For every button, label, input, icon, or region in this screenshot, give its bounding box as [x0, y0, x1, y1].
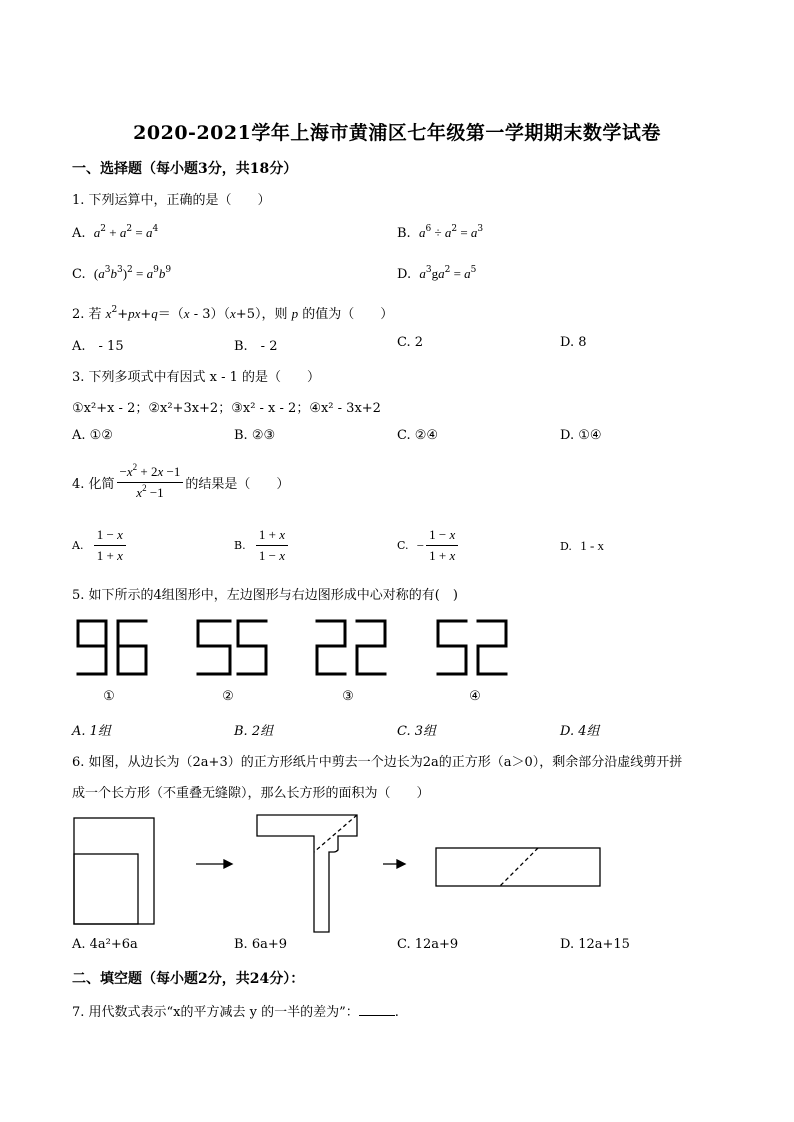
question-5-text: 5. 如下所示的4组图形中，左边图形与右边图形成中心对称的有( ): [72, 588, 458, 603]
q1-option-c[interactable]: C. $(a^3b^3)^2 = a^9b^9$: [72, 265, 172, 282]
q5-label-1: ①: [103, 689, 115, 704]
section-heading-fill: 二、填空题（每小题2分，共24分）：: [72, 971, 305, 987]
question-4-text: 4. 化简 $\frac{-x^2 + 2x -1}{x^2 -1}$ 的结果是（ ）: [72, 462, 290, 500]
question-6-text-line2: 成一个长方形（不重叠无缝隙），那么长方形的面积为（ ）: [72, 786, 430, 801]
arrow-1-head: [224, 860, 232, 868]
q2-option-d[interactable]: D. 8: [560, 335, 587, 350]
q4-option-b[interactable]: B. $\frac{1 + x}{1 - x}$: [234, 527, 290, 564]
q6-option-d[interactable]: D. 12a+15: [560, 937, 630, 952]
q2-option-b[interactable]: B. - 2: [234, 339, 278, 354]
inner-square: [74, 854, 138, 924]
result-rectangle: [436, 848, 600, 886]
q3-option-c[interactable]: C. ②④: [397, 428, 439, 443]
question-1-text: 1. 下列运算中，正确的是（ ）: [72, 193, 271, 208]
q3-option-d[interactable]: D. ①④: [560, 428, 602, 443]
digit-9-shape: [78, 621, 106, 674]
q5-label-3: ③: [342, 689, 354, 704]
outer-square: [74, 818, 154, 924]
q2-option-a[interactable]: A. - 15: [72, 339, 124, 354]
q5-option-d[interactable]: D. 4组: [560, 724, 600, 739]
section-heading-choice: 一、选择题（每小题3分，共18分）: [72, 161, 298, 177]
digit-6-shape: [118, 621, 146, 674]
digit-5-shape: [438, 621, 466, 674]
question-3-text: 3. 下列多项式中有因式 x - 1 的是（ ）: [72, 370, 321, 385]
q6-square-diagram: [70, 812, 605, 934]
question-6-text-line1: 6. 如图，从边长为（2a+3）的正方形纸片中剪去一个边长为2a的正方形（a＞0），剩余部分沿虚线剪开拼: [72, 755, 683, 770]
q6-option-a[interactable]: A. 4a²+6a: [72, 937, 138, 952]
question-3-items: ①x²+x - 2；②x²+3x+2；③x² - x - 2；④x² - 3x+2: [72, 401, 381, 416]
q5-label-4: ④: [469, 689, 481, 704]
cut-dashed-line: [314, 815, 357, 852]
digit-5-shape: [198, 621, 230, 674]
q6-option-c[interactable]: C. 12a+9: [397, 937, 459, 952]
q3-option-a[interactable]: A. ①②: [72, 428, 113, 443]
question-7: 7. 用代数式表示“x的平方减去 y 的一半的差为”： .: [72, 1005, 399, 1020]
q4-option-a[interactable]: A. $\frac{1 - x}{1 + x}$: [72, 527, 128, 564]
q5-option-a[interactable]: A. 1组: [72, 724, 111, 739]
q5-digit-figures: [70, 618, 530, 680]
digit-2-shape: [317, 621, 345, 674]
q1-option-d[interactable]: D. $a^3ga^2 = a^5$: [397, 265, 477, 282]
q4-fraction: $\frac{-x^2 + 2x -1}{x^2 -1}$: [117, 464, 184, 501]
q5-option-b[interactable]: B. 2组: [234, 724, 274, 739]
q4-option-d[interactable]: D. 1 - x: [560, 538, 605, 553]
q4-option-c[interactable]: C. − $\frac{1 - x}{1 + x}$: [397, 527, 460, 564]
q1-option-b[interactable]: B. $a^6 \div a^2 = a^3$: [397, 224, 484, 241]
question-2-text: 2. 若 $x^2+px+q=(x - 3)(x+5)$，则 p 的值为（ ）: [72, 305, 394, 322]
digit-5-shape: [238, 621, 266, 674]
rect-dashed-line: [500, 848, 538, 886]
q7-answer-blank[interactable]: [359, 1003, 395, 1016]
question-7-text: 7. 用代数式表示“x的平方减去 y 的一半的差为”：: [72, 1005, 359, 1020]
q5-label-2: ②: [222, 689, 234, 704]
q2-option-c[interactable]: C. 2: [397, 335, 424, 350]
l-shape: [257, 815, 357, 932]
q1-option-a[interactable]: A. $a^2 + a^2 = a^4$: [72, 224, 159, 241]
page-title: 2020-2021学年上海市黄浦区七年级第一学期期末数学试卷: [133, 122, 661, 144]
q6-option-b[interactable]: B. 6a+9: [234, 937, 288, 952]
digit-2-shape: [357, 621, 385, 674]
q3-option-b[interactable]: B. ②③: [234, 428, 276, 443]
digit-2-shape: [478, 621, 506, 674]
arrow-2-head: [397, 860, 405, 868]
q5-option-c[interactable]: C. 3组: [397, 724, 437, 739]
